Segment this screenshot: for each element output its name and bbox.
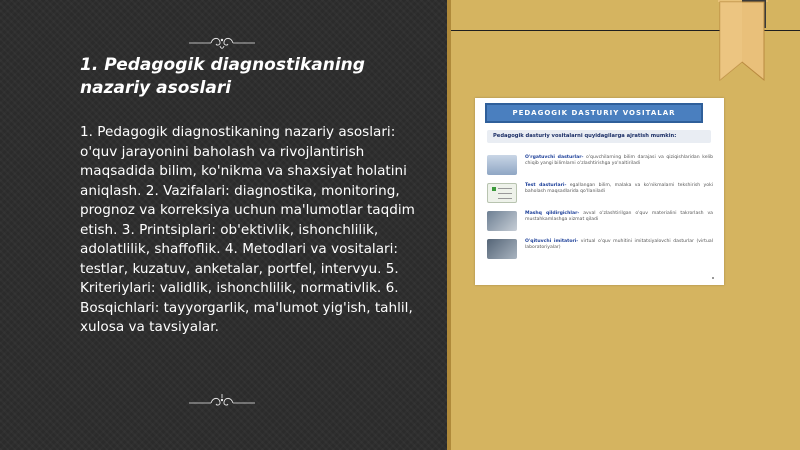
picture-row: [487, 209, 713, 235]
picture-row: [487, 237, 713, 263]
slide-body-text: 1. Pedagogik diagnostikaning nazariy asoslari: o'quv jarayonini baholash va rivojlantirish maqsadida bilim, ko'nikma va shaxsiyat holatini aniqlash. 2. Vazifalari: diagnostika, monitoring, prognoz va korreksiya uchun ma'lumotlar taqdim etish. 3. Printsiplari: ob'ektivlik, ishonchlilik, adolatlilik, shaffoflik. 4. Metodlari va vositalari: testlar, kuzatuv, anketalar, portfel, intervyu. 5. Kriteriylari: validlik, ishonchlilik, normativlik. 6. Bosqichlari: tayyorgarlik, ma'lumot yig'ish, tahlil, xulosa va tavsiyalar.: [80, 124, 415, 335]
row-text: virtual o'quv muhitini imitatsiyalovchi dasturlar (virtual laboratoriyalar): [525, 239, 713, 251]
picture-header: PEDAGOGIK DASTURIY VOSITALAR: [485, 103, 703, 123]
slide-title: 1. Pedagogik diagnostikaning nazariy asoslari: [80, 55, 365, 98]
picture-row: [487, 153, 713, 179]
ornament-top-icon: [187, 34, 257, 52]
row-term: Mashq qildirgichlar-: [525, 211, 580, 216]
panel-divider: [447, 0, 451, 450]
row-text: o'quvchilarning bilim darajasi va qiziqishlaridan kelib chiqib yangi bilimlarni o'zlashtirishga yo'naltiriladi: [525, 155, 713, 167]
training-thumbnail-icon: [487, 211, 517, 231]
dasturiy-vositalar-picture: [475, 98, 724, 285]
picture-corner-mark: [712, 277, 714, 279]
simulator-thumbnail-icon: [487, 239, 517, 259]
picture-row: [487, 181, 713, 207]
row-term: Test dasturlari-: [525, 183, 567, 188]
students-thumbnail-icon: [487, 155, 517, 175]
test-form-thumbnail-icon: [487, 183, 517, 203]
row-text: avval o'zlashtirilgan o'quv materialini takrorlash va mustahkamlashga xizmat qiladi: [525, 211, 714, 223]
bookmark-ribbon-icon: [718, 0, 768, 82]
row-term: O'qituvchi imitatori-: [525, 239, 579, 244]
row-term: O'rgatuvchi dasturlar-: [525, 155, 584, 160]
ornament-bottom-icon: [187, 392, 257, 410]
picture-subheader: Pedagogik dasturiy vositalarni quyidagilarga ajratish mumkin:: [487, 130, 711, 143]
row-text: egallangan bilim, malaka va ko'nikmalarni tekshirish yoki baholash maqsadlarida qo'llaniladi: [525, 183, 713, 195]
